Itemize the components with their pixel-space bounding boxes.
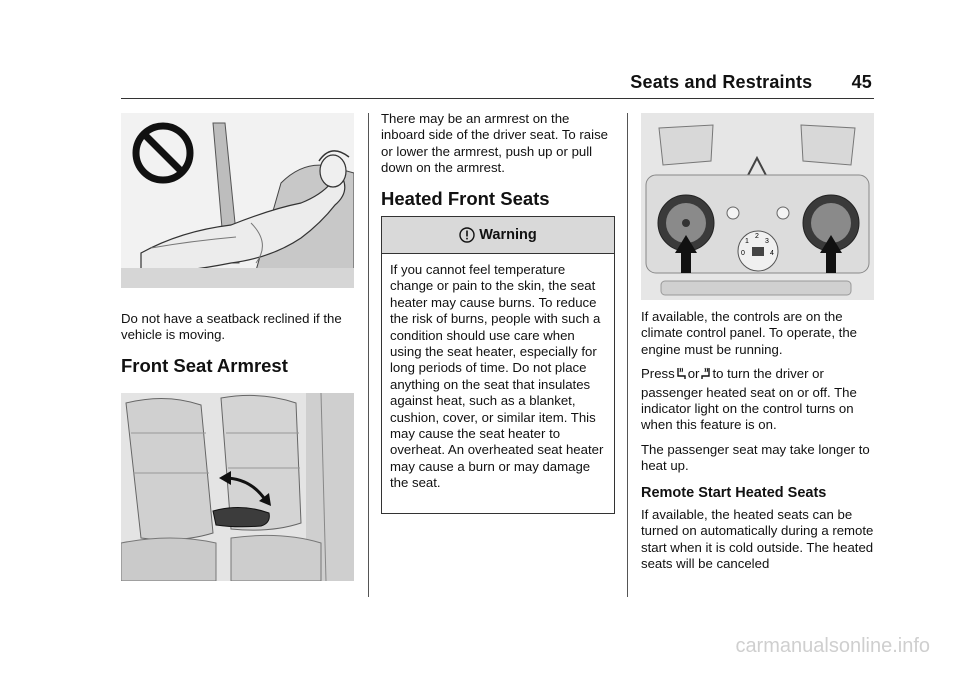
driver-heated-seat-icon xyxy=(676,367,687,384)
warning-box xyxy=(381,216,615,514)
remote-start-text: If available, the heated seats can be turned on automatically during a remote start when it is cold outside. The heated seats will be canceled xyxy=(641,507,874,572)
heading-front-seat-armrest: Front Seat Armrest xyxy=(121,355,288,376)
section-title: Seats and Restraints xyxy=(630,72,813,92)
climate-control-panel-illustration xyxy=(641,113,874,300)
or-word: or xyxy=(687,366,700,382)
reclined-caption xyxy=(121,311,356,344)
page-number: 45 xyxy=(851,72,872,92)
column-divider-right xyxy=(627,113,628,597)
dial-number-0: 0 xyxy=(741,250,745,257)
dial-number-2: 2 xyxy=(755,233,759,240)
armrest-text: There may be an armrest on the inboard side of the driver seat. To raise or lower the armrest, push up or pull down on the armrest. xyxy=(381,111,608,176)
controls-location-text: If available, the controls are on the climate control panel. To operate, the engine must be running. xyxy=(641,309,858,357)
header-rule xyxy=(121,98,874,99)
warning-label: Warning xyxy=(479,227,537,243)
armrest-illustration xyxy=(121,393,354,581)
reclined-caption-text: Do not have a seatback reclined if the vehicle is moving. xyxy=(121,311,342,343)
column-divider-left xyxy=(368,113,369,597)
dial-number-4: 4 xyxy=(770,250,774,257)
dial-number-1: 1 xyxy=(745,238,749,245)
press-rest-text: to turn the driver or xyxy=(712,366,824,382)
warning-body: If you cannot feel temperature change or pain to the skin, the seat heater may cause burns. To reduce the risk of burns, people with such a condition should use care when using the seat heater, especially for long periods of time. Do not place anything on the seat that insulates against heat, such as a blanket, cushion, cover, or similar item. This may cause the seat heater to overheat. An overheated seat heater may cause a burn or may damage the seat. xyxy=(390,262,604,491)
heading-remote-start-heated-seats: Remote Start Heated Seats xyxy=(641,484,827,501)
page-header xyxy=(630,72,872,93)
press-instruction-line xyxy=(641,366,876,384)
heated-seat-toggle-text: passenger heated seat on or off. The indicator light on the control turns on when this feature is on. xyxy=(641,384,857,433)
reclined-seat-illustration xyxy=(121,113,354,288)
warning-icon xyxy=(459,227,475,243)
passenger-heated-seat-icon xyxy=(700,367,711,384)
press-word: Press xyxy=(641,366,675,382)
armrest-paragraph xyxy=(381,111,616,177)
right-text xyxy=(641,309,876,573)
passenger-seat-note: The passenger seat may take longer to heat up. xyxy=(641,441,870,474)
warning-header xyxy=(382,217,614,254)
watermark: carmanualsonline.info xyxy=(735,635,930,657)
heading-heated-front-seats: Heated Front Seats xyxy=(381,188,550,209)
dial-number-3: 3 xyxy=(765,238,769,245)
